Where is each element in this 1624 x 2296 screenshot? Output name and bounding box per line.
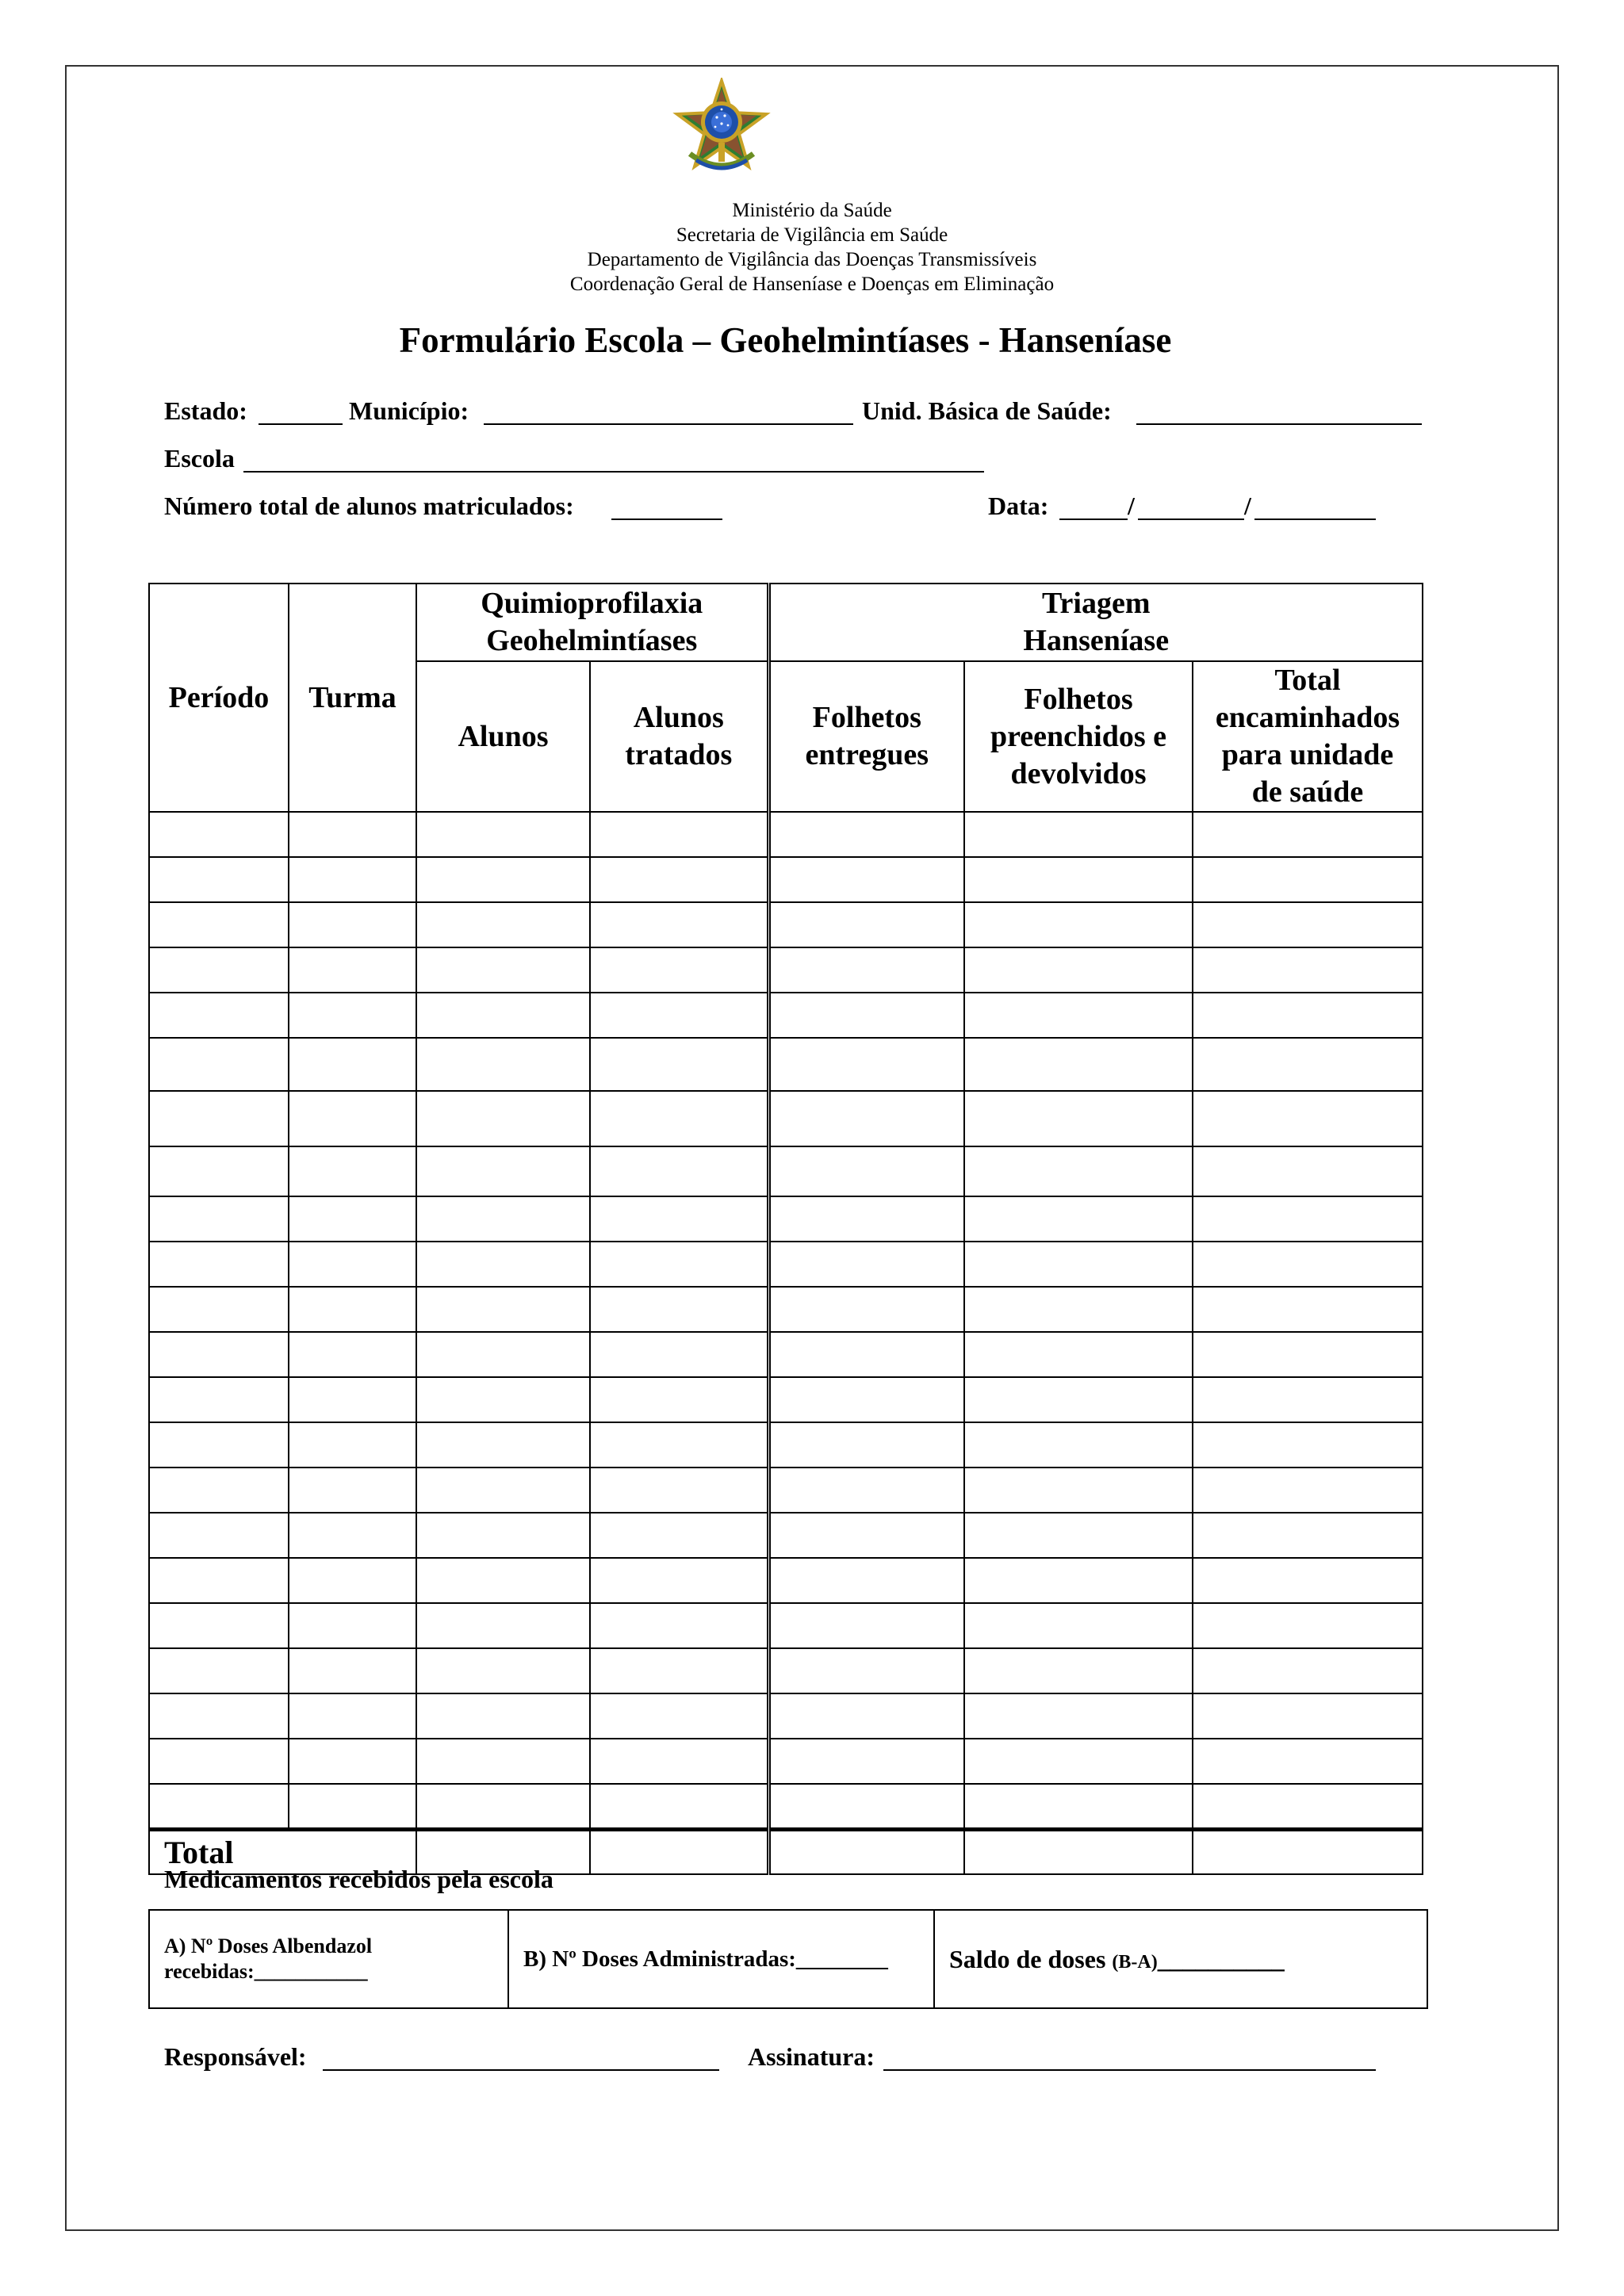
- col-alunos-tratados-line2: tratados: [625, 738, 733, 771]
- saldo-doses-formula: (B-A): [1112, 1951, 1158, 1973]
- estado-label: Estado:: [164, 396, 247, 425]
- alunos-cell[interactable]: [416, 1091, 590, 1146]
- turma-cell[interactable]: [289, 1693, 416, 1739]
- turma-cell[interactable]: [289, 1377, 416, 1422]
- turma-cell[interactable]: [289, 1242, 416, 1287]
- alunos-tratados-cell[interactable]: [590, 1513, 768, 1558]
- folhetos-entregues-cell[interactable]: [768, 1196, 964, 1242]
- folhetos-entregues-cell[interactable]: [768, 1146, 964, 1196]
- numero-alunos-label: Número total de alunos matriculados:: [164, 492, 574, 520]
- folhetos-preenchidos-cell[interactable]: [964, 1377, 1193, 1422]
- periodo-cell[interactable]: [149, 1091, 289, 1146]
- table-row: [149, 1422, 1423, 1468]
- alunos-tratados-cell[interactable]: [590, 1468, 768, 1513]
- alunos-cell[interactable]: [416, 1468, 590, 1513]
- total-folhetos-entregues-cell[interactable]: [768, 1829, 964, 1874]
- escola-label: Escola: [164, 444, 235, 473]
- table-row: [149, 1332, 1423, 1377]
- registro-table: [148, 583, 1423, 1875]
- header-line-departamento: Departamento de Vigilância das Doenças Transmissíveis: [587, 249, 1037, 270]
- periodo-cell[interactable]: [149, 1784, 289, 1829]
- turma-cell[interactable]: [289, 1332, 416, 1377]
- folhetos-preenchidos-cell[interactable]: [964, 1739, 1193, 1784]
- folhetos-entregues-cell[interactable]: [768, 902, 964, 947]
- total-encaminhados-cell[interactable]: [1193, 1558, 1423, 1603]
- periodo-cell[interactable]: [149, 857, 289, 902]
- total-encaminhados-cell[interactable]: [1193, 1468, 1423, 1513]
- alunos-tratados-cell[interactable]: [590, 1242, 768, 1287]
- folhetos-preenchidos-cell[interactable]: [964, 812, 1193, 857]
- periodo-cell[interactable]: [149, 1558, 289, 1603]
- turma-cell[interactable]: [289, 1146, 416, 1196]
- col-folhetos-entregues-line2: entregues: [805, 738, 929, 771]
- folhetos-entregues-cell[interactable]: [768, 1332, 964, 1377]
- alunos-tratados-cell[interactable]: [590, 1739, 768, 1784]
- folhetos-preenchidos-cell[interactable]: [964, 1603, 1193, 1648]
- alunos-cell[interactable]: [416, 993, 590, 1038]
- alunos-cell[interactable]: [416, 1287, 590, 1332]
- turma-cell[interactable]: [289, 1784, 416, 1829]
- turma-cell[interactable]: [289, 1603, 416, 1648]
- folhetos-entregues-cell[interactable]: [768, 1648, 964, 1693]
- data-year-field[interactable]: [1254, 519, 1376, 520]
- assinatura-label: Assinatura:: [748, 2042, 875, 2071]
- folhetos-preenchidos-cell[interactable]: [964, 1332, 1193, 1377]
- folhetos-entregues-cell[interactable]: [768, 1091, 964, 1146]
- alunos-cell[interactable]: [416, 1422, 590, 1468]
- col-folhetos-preenchidos-line3: devolvidos: [1010, 756, 1147, 790]
- turma-cell[interactable]: [289, 1287, 416, 1332]
- alunos-tratados-cell[interactable]: [590, 1038, 768, 1091]
- folhetos-entregues-cell[interactable]: [768, 1377, 964, 1422]
- alunos-cell[interactable]: [416, 1648, 590, 1693]
- folhetos-preenchidos-cell[interactable]: [964, 993, 1193, 1038]
- group-triagem-line2: Hanseníase: [1023, 624, 1170, 657]
- col-folhetos-preenchidos-header: [964, 661, 1193, 812]
- turma-cell[interactable]: [289, 1468, 416, 1513]
- medicamentos-table: [148, 1909, 1428, 2009]
- alunos-cell[interactable]: [416, 1739, 590, 1784]
- periodo-cell[interactable]: [149, 812, 289, 857]
- alunos-tratados-cell[interactable]: [590, 1377, 768, 1422]
- folhetos-preenchidos-cell[interactable]: [964, 1038, 1193, 1091]
- table-row: [149, 947, 1423, 993]
- periodo-cell[interactable]: [149, 1468, 289, 1513]
- folhetos-entregues-cell[interactable]: [768, 1558, 964, 1603]
- escola-field[interactable]: [243, 471, 984, 473]
- total-encaminhados-cell[interactable]: [1193, 1648, 1423, 1693]
- table-row: [149, 1038, 1423, 1091]
- group-triagem-header: [768, 584, 1423, 661]
- alunos-cell[interactable]: [416, 1196, 590, 1242]
- turma-cell[interactable]: [289, 857, 416, 902]
- turma-cell[interactable]: [289, 1422, 416, 1468]
- table-row: [149, 1146, 1423, 1196]
- total-folhetos-preenchidos-cell[interactable]: [964, 1829, 1193, 1874]
- table-row: [149, 1558, 1423, 1603]
- total-encaminhados-cell[interactable]: [1193, 1513, 1423, 1558]
- responsavel-field[interactable]: [323, 2069, 719, 2071]
- alunos-tratados-cell[interactable]: [590, 1287, 768, 1332]
- numero-alunos-field[interactable]: [611, 519, 722, 520]
- turma-cell[interactable]: [289, 1196, 416, 1242]
- col-total-encaminhados-header: [1193, 661, 1423, 812]
- table-row: [149, 1513, 1423, 1558]
- total-encaminhados-cell[interactable]: [1193, 902, 1423, 947]
- alunos-tratados-cell[interactable]: [590, 1648, 768, 1693]
- turma-cell[interactable]: [289, 1038, 416, 1091]
- periodo-cell[interactable]: [149, 1603, 289, 1648]
- folhetos-entregues-cell[interactable]: [768, 1693, 964, 1739]
- alunos-tratados-cell[interactable]: [590, 1146, 768, 1196]
- total-encaminhados-cell[interactable]: [1193, 1038, 1423, 1091]
- total-encaminhados-cell[interactable]: [1193, 812, 1423, 857]
- col-alunos-header: Alunos: [416, 661, 590, 812]
- total-encaminhados-cell[interactable]: [1193, 1829, 1423, 1874]
- folhetos-entregues-cell[interactable]: [768, 1287, 964, 1332]
- folhetos-preenchidos-cell[interactable]: [964, 1091, 1193, 1146]
- alunos-cell[interactable]: [416, 1332, 590, 1377]
- folhetos-preenchidos-cell[interactable]: [964, 1648, 1193, 1693]
- folhetos-preenchidos-cell[interactable]: [964, 1196, 1193, 1242]
- total-encaminhados-cell[interactable]: [1193, 947, 1423, 993]
- alunos-cell[interactable]: [416, 1242, 590, 1287]
- table-row: [149, 1784, 1423, 1829]
- folhetos-entregues-cell[interactable]: [768, 812, 964, 857]
- folhetos-preenchidos-cell[interactable]: [964, 1146, 1193, 1196]
- folhetos-entregues-cell[interactable]: [768, 1784, 964, 1829]
- alunos-cell[interactable]: [416, 1603, 590, 1648]
- header-line-secretaria: Secretaria de Vigilância em Saúde: [676, 224, 948, 246]
- folhetos-entregues-cell[interactable]: [768, 993, 964, 1038]
- table-row: [149, 1377, 1423, 1422]
- total-row-label: Total: [149, 1829, 416, 1874]
- alunos-tratados-cell[interactable]: [590, 1422, 768, 1468]
- municipio-field[interactable]: [484, 423, 853, 425]
- col-folhetos-entregues-line1: Folhetos: [812, 701, 921, 734]
- folhetos-preenchidos-cell[interactable]: [964, 1422, 1193, 1468]
- col-periodo-header: Período: [149, 584, 289, 812]
- municipio-label: Município:: [349, 396, 469, 425]
- alunos-cell[interactable]: [416, 812, 590, 857]
- total-encaminhados-cell[interactable]: [1193, 1287, 1423, 1332]
- turma-cell[interactable]: [289, 902, 416, 947]
- folhetos-entregues-cell[interactable]: [768, 857, 964, 902]
- periodo-cell[interactable]: [149, 902, 289, 947]
- periodo-cell[interactable]: [149, 1332, 289, 1377]
- table-row: [149, 857, 1423, 902]
- periodo-cell[interactable]: [149, 1146, 289, 1196]
- doses-administradas-text: B) Nº Doses Administradas:________: [523, 1946, 888, 1972]
- group-triagem-line1: Triagem: [1042, 587, 1151, 620]
- alunos-cell[interactable]: [416, 1693, 590, 1739]
- total-encaminhados-cell[interactable]: [1193, 1422, 1423, 1468]
- alunos-tratados-cell[interactable]: [590, 1558, 768, 1603]
- total-alunos-tratados-cell[interactable]: [590, 1829, 768, 1874]
- turma-cell[interactable]: [289, 993, 416, 1038]
- alunos-cell[interactable]: [416, 1038, 590, 1091]
- table-row: [149, 812, 1423, 857]
- alunos-tratados-cell[interactable]: [590, 812, 768, 857]
- folhetos-entregues-cell[interactable]: [768, 1603, 964, 1648]
- alunos-cell[interactable]: [416, 857, 590, 902]
- header-line-coordenacao: Coordenação Geral de Hanseníase e Doenças em Eliminação: [569, 274, 1055, 295]
- data-day-field[interactable]: [1059, 519, 1128, 520]
- total-encaminhados-cell[interactable]: [1193, 1693, 1423, 1739]
- brazil-coat-of-arms-emblem: [672, 78, 771, 176]
- folhetos-entregues-cell[interactable]: [768, 1422, 964, 1468]
- group-quimio-line1: Quimioprofilaxia: [481, 587, 703, 620]
- assinatura-field[interactable]: [883, 2069, 1376, 2071]
- doses-albendazol-recebidas-cell[interactable]: [149, 1910, 508, 2008]
- folhetos-preenchidos-cell[interactable]: [964, 902, 1193, 947]
- folhetos-preenchidos-cell[interactable]: [964, 857, 1193, 902]
- total-encaminhados-cell[interactable]: [1193, 1377, 1423, 1422]
- folhetos-preenchidos-cell[interactable]: [964, 1693, 1193, 1739]
- col-total-enc-line2: encaminhados: [1215, 701, 1400, 734]
- alunos-tratados-cell[interactable]: [590, 993, 768, 1038]
- periodo-cell[interactable]: [149, 1377, 289, 1422]
- total-encaminhados-cell[interactable]: [1193, 1332, 1423, 1377]
- col-alunos-tratados-header: [590, 661, 768, 812]
- doses-albendazol-line1: A) Nº Doses Albendazol: [164, 1934, 373, 1957]
- alunos-tratados-cell[interactable]: [590, 1693, 768, 1739]
- folhetos-preenchidos-cell[interactable]: [964, 1287, 1193, 1332]
- alunos-tratados-cell[interactable]: [590, 947, 768, 993]
- periodo-cell[interactable]: [149, 1287, 289, 1332]
- responsavel-label: Responsável:: [164, 2042, 307, 2071]
- col-turma-header: Turma: [289, 584, 416, 812]
- table-row: [149, 1091, 1423, 1146]
- turma-cell[interactable]: [289, 812, 416, 857]
- alunos-cell[interactable]: [416, 947, 590, 993]
- periodo-cell[interactable]: [149, 1513, 289, 1558]
- periodo-cell[interactable]: [149, 947, 289, 993]
- col-alunos-tratados-line1: Alunos: [633, 701, 724, 734]
- form-title: Formulário Escola – Geohelmintíases - Hanseníase: [399, 320, 1172, 360]
- doses-administradas-cell[interactable]: [508, 1910, 934, 2008]
- table-row: [149, 1693, 1423, 1739]
- doses-albendazol-line2: recebidas:___________: [164, 1960, 368, 1983]
- alunos-tratados-cell[interactable]: [590, 857, 768, 902]
- alunos-cell[interactable]: [416, 1558, 590, 1603]
- alunos-tratados-cell[interactable]: [590, 1603, 768, 1648]
- folhetos-entregues-cell[interactable]: [768, 1739, 964, 1784]
- periodo-cell[interactable]: [149, 1196, 289, 1242]
- data-label: Data:: [988, 492, 1049, 520]
- data-month-field[interactable]: [1138, 519, 1244, 520]
- periodo-cell[interactable]: [149, 1422, 289, 1468]
- alunos-tratados-cell[interactable]: [590, 1091, 768, 1146]
- periodo-cell[interactable]: [149, 993, 289, 1038]
- folhetos-preenchidos-cell[interactable]: [964, 1513, 1193, 1558]
- table-row: [149, 1603, 1423, 1648]
- header-line-ministerio: Ministério da Saúde: [732, 200, 892, 221]
- total-encaminhados-cell[interactable]: [1193, 1739, 1423, 1784]
- folhetos-entregues-cell[interactable]: [768, 1513, 964, 1558]
- total-encaminhados-cell[interactable]: [1193, 857, 1423, 902]
- col-total-enc-line3: para unidade: [1221, 738, 1394, 771]
- total-encaminhados-cell[interactable]: [1193, 993, 1423, 1038]
- alunos-cell[interactable]: [416, 1513, 590, 1558]
- group-quimioprofilaxia-header: [416, 584, 768, 661]
- total-encaminhados-cell[interactable]: [1193, 1603, 1423, 1648]
- saldo-doses-text: Saldo de doses: [949, 1944, 1106, 1973]
- saldo-doses-blank: __________: [1157, 1944, 1285, 1973]
- folhetos-entregues-cell[interactable]: [768, 1038, 964, 1091]
- folhetos-preenchidos-cell[interactable]: [964, 1242, 1193, 1287]
- turma-cell[interactable]: [289, 1091, 416, 1146]
- ubs-label: Unid. Básica de Saúde:: [862, 396, 1112, 425]
- alunos-tratados-cell[interactable]: [590, 1196, 768, 1242]
- col-total-enc-line4: de saúde: [1251, 775, 1364, 809]
- periodo-cell[interactable]: [149, 1739, 289, 1784]
- table-row: [149, 1287, 1423, 1332]
- medicamentos-label: Medicamentos recebidos pela escola: [164, 1865, 553, 1893]
- periodo-cell[interactable]: [149, 1038, 289, 1091]
- periodo-cell[interactable]: [149, 1693, 289, 1739]
- alunos-tratados-cell[interactable]: [590, 1784, 768, 1829]
- folhetos-entregues-cell[interactable]: [768, 1468, 964, 1513]
- data-separator-2: /: [1244, 492, 1251, 520]
- turma-cell[interactable]: [289, 1558, 416, 1603]
- alunos-cell[interactable]: [416, 1377, 590, 1422]
- folhetos-preenchidos-cell[interactable]: [964, 1558, 1193, 1603]
- total-encaminhados-cell[interactable]: [1193, 1242, 1423, 1287]
- folhetos-entregues-cell[interactable]: [768, 947, 964, 993]
- estado-field[interactable]: [259, 423, 343, 425]
- folhetos-preenchidos-cell[interactable]: [964, 1468, 1193, 1513]
- folhetos-preenchidos-cell[interactable]: [964, 947, 1193, 993]
- alunos-cell[interactable]: [416, 1146, 590, 1196]
- turma-cell[interactable]: [289, 1739, 416, 1784]
- data-separator-1: /: [1128, 492, 1135, 520]
- table-row: [149, 1739, 1423, 1784]
- col-total-enc-line1: Total: [1274, 664, 1341, 697]
- col-folhetos-entregues-header: [768, 661, 964, 812]
- col-folhetos-preenchidos-line2: preenchidos e: [990, 719, 1167, 753]
- folhetos-entregues-cell[interactable]: [768, 1242, 964, 1287]
- col-folhetos-preenchidos-line1: Folhetos: [1024, 682, 1133, 716]
- ubs-field[interactable]: [1136, 423, 1422, 425]
- table-row: [149, 1196, 1423, 1242]
- alunos-tratados-cell[interactable]: [590, 1332, 768, 1377]
- periodo-cell[interactable]: [149, 1242, 289, 1287]
- table-row: [149, 1468, 1423, 1513]
- alunos-cell[interactable]: [416, 902, 590, 947]
- total-encaminhados-cell[interactable]: [1193, 1784, 1423, 1829]
- table-row: [149, 902, 1423, 947]
- table-row: [149, 1242, 1423, 1287]
- turma-cell[interactable]: [289, 1648, 416, 1693]
- periodo-cell[interactable]: [149, 1648, 289, 1693]
- total-encaminhados-cell[interactable]: [1193, 1196, 1423, 1242]
- alunos-tratados-cell[interactable]: [590, 902, 768, 947]
- alunos-cell[interactable]: [416, 1784, 590, 1829]
- group-quimio-line2: Geohelmintíases: [486, 624, 698, 657]
- turma-cell[interactable]: [289, 1513, 416, 1558]
- saldo-doses-cell[interactable]: [934, 1910, 1427, 2008]
- turma-cell[interactable]: [289, 947, 416, 993]
- total-encaminhados-cell[interactable]: [1193, 1146, 1423, 1196]
- table-row: [149, 993, 1423, 1038]
- folhetos-preenchidos-cell[interactable]: [964, 1784, 1193, 1829]
- total-encaminhados-cell[interactable]: [1193, 1091, 1423, 1146]
- table-row: [149, 1648, 1423, 1693]
